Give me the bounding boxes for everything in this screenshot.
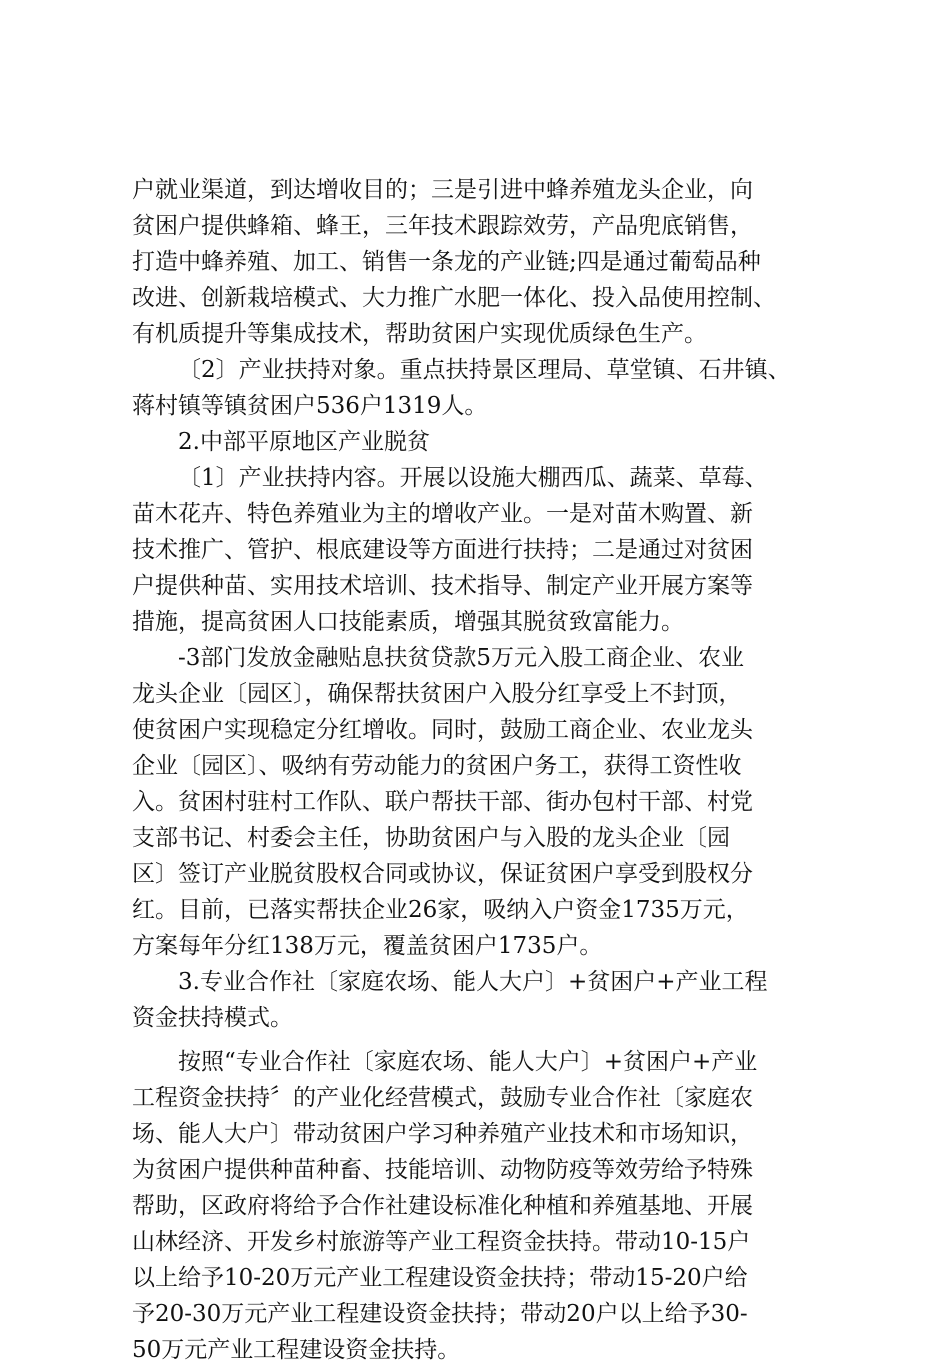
text-line: 工程资金扶持〞的产业化经营模式，鼓励专业合作社〔家庭农 (132, 1085, 753, 1111)
text-line: 户就业渠道，到达增收目的；三是引进中蜂养殖龙头企业，向 (132, 177, 753, 203)
text-line: 龙头企业〔园区〕，确保帮扶贫困户入股分红享受上不封顶， (132, 681, 742, 707)
text-line: 苗木花卉、特色养殖业为主的增收产业。一是对苗木购置、新 (132, 501, 753, 527)
text-line: 场、能人大户〕带动贫困户学习种养殖产业技术和市场知识， (132, 1121, 753, 1147)
text-line: 为贫困户提供种苗种畜、技能培训、动物防疫等效劳给予特殊 (132, 1157, 753, 1183)
paragraph-start-line: 〔1〕产业扶持内容。开展以设施大棚西瓜、蔬菜、草莓、 (178, 465, 768, 491)
section-heading: 3.专业合作社〔家庭农场、能人大户〕+贫困户+产业工程 (178, 969, 768, 995)
text-line: 使贫困户实现稳定分红增收。同时，鼓励工商企业、农业龙头 (132, 717, 753, 743)
text-line: 入。贫困村驻村工作队、联户帮扶干部、街办包村干部、村党 (132, 789, 753, 815)
text-line: 山林经济、开发乡村旅游等产业工程资金扶持。带动10-15户 (132, 1229, 751, 1255)
text-line: 50万元产业工程建设资金扶持。 (132, 1337, 461, 1363)
text-line: 技术推广、管护、根底建设等方面进行扶持；二是通过对贫困 (132, 537, 753, 563)
text-line: 有机质提升等集成技术，帮助贫困户实现优质绿色生产。 (132, 321, 707, 347)
text-line: 改进、创新栽培模式、大力推广水肥一体化、投入品使用控制、 (132, 285, 776, 311)
text-line: 区〕签订产业脱贫股权合同或协议，保证贫困户享受到股权分 (132, 861, 753, 887)
section-heading: 2.中部平原地区产业脱贫 (178, 429, 430, 455)
text-line: 支部书记、村委会主任，协助贫困户与入股的龙头企业〔园 (132, 825, 730, 851)
text-line: 方案每年分红138万元，覆盖贫困户1735户。 (132, 933, 603, 959)
text-line: 企业〔园区〕、吸纳有劳动能力的贫困户务工，获得工资性收 (132, 753, 742, 779)
text-line: 帮助，区政府将给予合作社建设标准化种植和养殖基地、开展 (132, 1193, 753, 1219)
text-line: 措施，提高贫困人口技能素质，增强其脱贫致富能力。 (132, 609, 684, 635)
paragraph-start-line: -3部门发放金融贴息扶贫贷款5万元入股工商企业、农业 (178, 645, 745, 671)
paragraph-start-line: 按照“专业合作社〔家庭农场、能人大户〕+贫困户+产业 (178, 1049, 758, 1075)
text-line: 蒋村镇等镇贫困户536户1319人。 (132, 393, 488, 419)
text-line: 户提供种苗、实用技术培训、技术指导、制定产业开展方案等 (132, 573, 753, 599)
text-line: 以上给予10-20万元产业工程建设资金扶持；带动15-20户给 (132, 1265, 748, 1291)
text-line: 红。目前，已落实帮扶企业26家，吸纳入户资金1735万元， (132, 897, 749, 923)
paragraph-start-line: 〔2〕产业扶持对象。重点扶持景区理局、草堂镇、石井镇、 (178, 357, 791, 383)
text-line: 贫困户提供蜂箱、蜂王，三年技术跟踪效劳，产品兜底销售， (132, 213, 753, 239)
section-heading-continued: 资金扶持模式。 (132, 1005, 293, 1031)
text-line: 予20-30万元产业工程建设资金扶持；带动20户以上给予30- (132, 1301, 748, 1327)
text-line: 打造中蜂养殖、加工、销售一条龙的产业链;四是通过葡萄品种 (132, 249, 761, 275)
